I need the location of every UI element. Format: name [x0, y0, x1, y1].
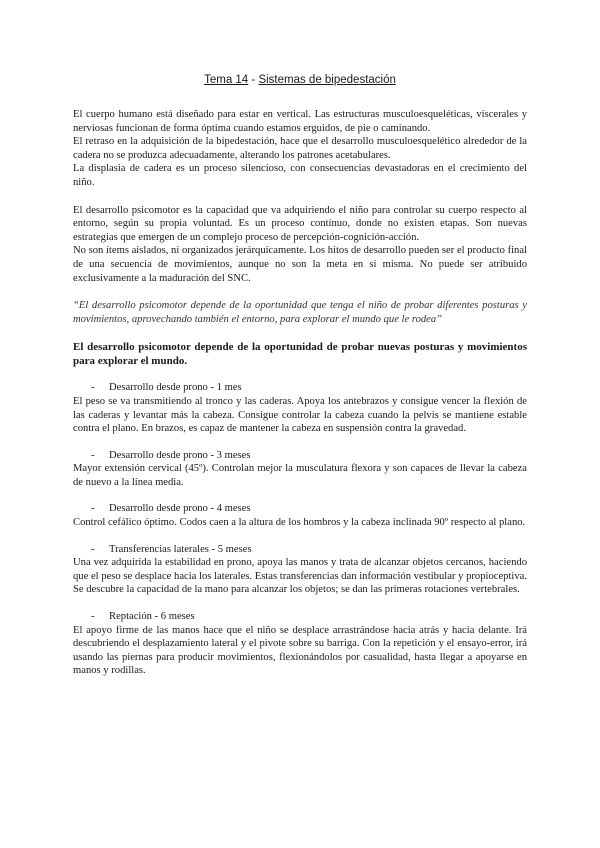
- item-section-5: [73, 610, 527, 678]
- item-heading: [73, 502, 527, 516]
- title-separator: -: [248, 74, 259, 86]
- list-dash: -: [91, 382, 95, 394]
- item-heading-text: Desarrollo desde prono - 3 meses: [109, 449, 251, 461]
- title-subtitle: Sistemas de bipedestación: [258, 74, 396, 86]
- item-text: El peso se va transmitiendo al tronco y las caderas. Apoya los antebrazos y consigue vencer la flexión de las caderas y levantar más la cabeza. Consigue controlar la cabeza cuando la pelvis se mantiene estable contra el plano. En brazos, es capaz de mantener la cabeza en suspensión contra la gravedad.: [73, 395, 527, 435]
- bold-statement: El desarrollo psicomotor depende de la oportunidad de probar nuevas posturas y movimientos para explorar el mundo.: [73, 341, 527, 368]
- item-heading: [73, 543, 527, 557]
- intro-paragraph-3: La displasia de cadera es un proceso silencioso, con consecuencias devastadoras en el crecimiento del niño.: [73, 163, 527, 188]
- psychomotor-paragraph-1: El desarrollo psicomotor es la capacidad que va adquiriendo el niño para controlar su cuerpo respecto al entorno, según su propia voluntad. Es un proceso contínuo, donde no existen etapas. Son nuevas estrategias que emergen de un complejo proceso de percepción-cognición-acción.: [73, 204, 527, 243]
- list-dash: -: [91, 449, 95, 461]
- intro-paragraph-2: El retraso en la adquisición de la bipedestación, hace que el desarrollo musculoesquelético alrededor de la cadera no se produzca adecuadamente, alterando los patrones acetabulares.: [73, 136, 527, 161]
- item-heading-text: Reptación - 6 meses: [109, 611, 195, 623]
- list-dash: -: [91, 611, 95, 623]
- document-page: [73, 74, 527, 678]
- item-heading: [73, 381, 527, 395]
- item-section-2: [73, 449, 527, 490]
- item-text: Una vez adquirida la estabilidad en prono, apoya las manos y trata de alcanzar objetos cercanos, haciendo que el peso se desplace hacia los laterales. Estas transferencias dan información vestibular y propioceptiva. Se descubre la capacidad de la mano para alcanzar los objetos; se dan las primeras rotaciones vertebrales.: [73, 557, 527, 596]
- item-section-3: [73, 502, 527, 529]
- page-title: [73, 74, 527, 86]
- item-section-1: [73, 381, 527, 435]
- item-heading: [73, 610, 527, 624]
- item-text: Control cefálico óptimo. Codos caen a la altura de los hombros y la cabeza inclinada 90º respecto al plano.: [73, 517, 526, 529]
- item-section-4: [73, 543, 527, 597]
- list-dash: -: [91, 503, 95, 515]
- item-heading-text: Transferencias laterales - 5 meses: [109, 543, 252, 555]
- item-heading-text: Desarrollo desde prono - 4 meses: [109, 503, 251, 515]
- item-heading: [73, 449, 527, 463]
- item-text: El apoyo firme de las manos hace que el niño se desplace arrastrándose hacia atrás y hacia delante. Irá descubriendo el desplazamiento lateral y el pivote sobre su barriga. Con la repetición y el ensayo-error, irá usando las piernas para producir movimientos, flexionándolos por casualidad, hasta llegar a apoyarse en manos y rodillas.: [73, 624, 527, 677]
- psychomotor-paragraph-2: No son ítems aislados, ni organizados jerárquicamente. Los hitos de desarrollo pueden ser el producto final de una secuencia de movimientos, aunque no son la meta en sí misma. No puede ser atribuido exclusivamente a la maduración del SNC.: [73, 245, 527, 284]
- item-heading-text: Desarrollo desde prono - 1 mes: [109, 382, 242, 394]
- intro-paragraph-1: El cuerpo humano está diseñado para estar en vertical. Las estructuras musculoesqueléticas, viscerales y nerviosas funcionan de forma óptima cuando estamos erguidos, de pie o caminando.: [73, 109, 527, 134]
- title-main: Tema 14: [204, 74, 249, 86]
- list-dash: -: [91, 543, 95, 555]
- item-text: Mayor extensión cervical (45º). Controlan mejor la musculatura flexora y son capaces de llevar la cabeza de nuevo a la línea media.: [73, 463, 527, 488]
- quote-paragraph: “El desarrollo psicomotor depende de la oportunidad que tenga el niño de probar diferentes posturas y movimientos, aprovechando también el entorno, para explorar el mundo que le rodea”: [73, 300, 527, 325]
